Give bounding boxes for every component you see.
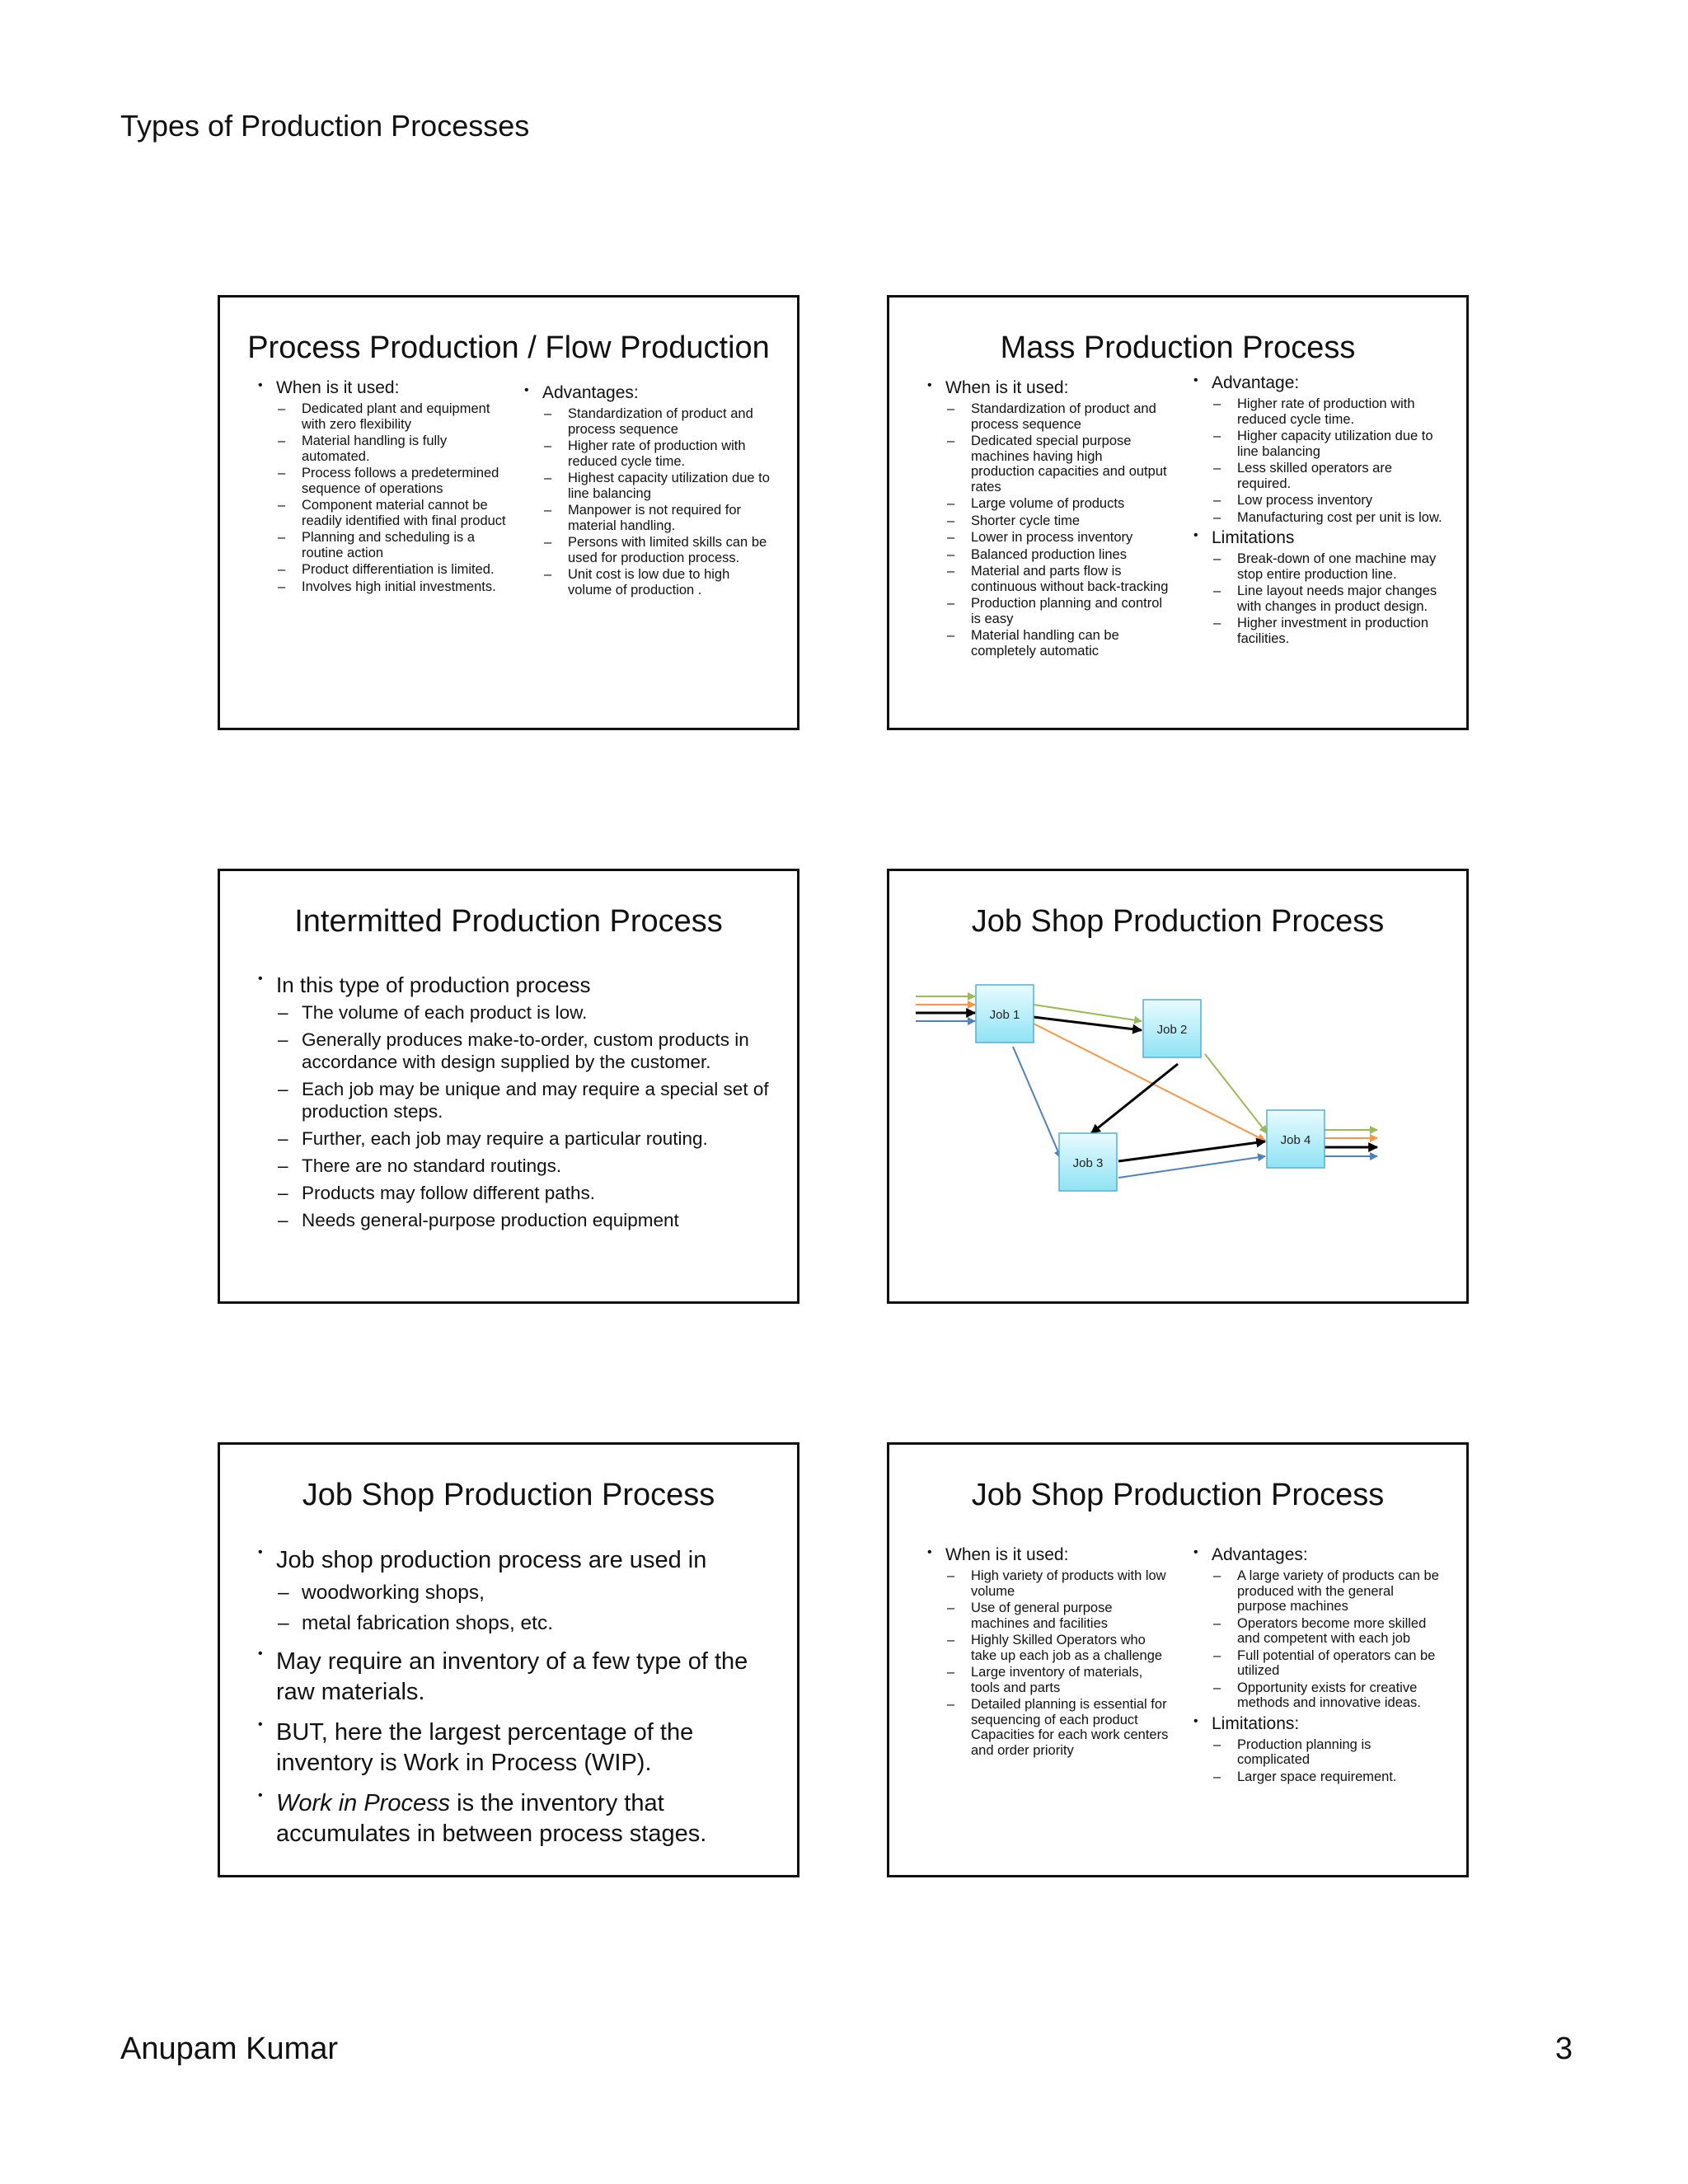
sub-bullet-item: – Low process inventory	[1212, 493, 1444, 509]
page-header-title: Types of Production Processes	[120, 109, 530, 143]
arrow-job3-job4-black	[1118, 1141, 1265, 1161]
bullet-heading: Advantages:	[542, 383, 639, 402]
bullet-heading: May require an inventory of a few type of the raw materials.	[276, 1648, 748, 1705]
bullet-item	[1189, 1714, 1444, 1785]
sub-bullet-item: – Manufacturing cost per unit is low.	[1212, 510, 1444, 526]
sub-bullet-item: – Component material cannot be readily identified with final product	[276, 498, 517, 528]
bullet-item	[922, 1545, 1170, 1758]
sub-bullet-item: – Opportunity exists for creative methods and innovative ideas.	[1212, 1680, 1444, 1711]
sub-bullet-item: – woodworking shops,	[276, 1579, 781, 1606]
sub-bullet-item: – Large volume of products	[945, 496, 1170, 512]
sub-bullet-item: – Large inventory of materials, tools and parts	[945, 1665, 1170, 1695]
sub-bullet-item: – Material and parts flow is continuous without back-tracking	[945, 564, 1170, 594]
italic-term: Work in Process	[276, 1790, 451, 1816]
sub-bullet-list	[1212, 396, 1444, 525]
sub-bullet-item: – Highest capacity utilization due to line balancing	[542, 471, 775, 501]
slide-mass-production	[887, 295, 1469, 730]
slide-right-column	[1189, 373, 1444, 649]
footer-author: Anupam Kumar	[120, 2032, 339, 2066]
sub-bullet-list	[276, 401, 517, 594]
slide-left-column	[253, 378, 517, 598]
sub-bullet-item: – Material handling can be completely automatic	[945, 628, 1170, 658]
bullet-item	[253, 378, 517, 594]
sub-bullet-item: – Highly Skilled Operators who take up each job as a challenge	[945, 1633, 1170, 1663]
bullet-list	[253, 972, 781, 1231]
sub-bullet-item: – Shorter cycle time	[945, 513, 1170, 529]
job-label: Job 4	[1280, 1133, 1311, 1147]
job-box-3	[1059, 1133, 1117, 1191]
sub-bullet-item: – Lower in process inventory	[945, 530, 1170, 546]
bullet-heading: Advantage:	[1212, 373, 1300, 392]
slide-title: Mass Production Process	[1000, 330, 1356, 365]
sub-bullet-item: – There are no standard routings.	[276, 1155, 781, 1177]
footer-page-number: 3	[1554, 2032, 1573, 2066]
arrow-job2-job4-green	[1205, 1054, 1267, 1133]
sub-bullet-item: – Dedicated special purpose machines having high production capacities and output rates	[945, 434, 1170, 494]
sub-bullet-item: – Balanced production lines	[945, 547, 1170, 563]
slide-title: Intermitted Production Process	[294, 904, 723, 939]
job-box-2	[1143, 1000, 1201, 1057]
sub-bullet-item: – Production planning and control is easy	[945, 596, 1170, 626]
slide-job-shop-details	[887, 1442, 1469, 1877]
sub-bullet-item: – Unit cost is low due to high volume of production .	[542, 567, 775, 598]
bullet-list	[253, 378, 517, 594]
sub-bullet-item: – Persons with limited skills can be used for production process.	[542, 535, 775, 565]
sub-bullet-item: – Higher investment in production facilities.	[1212, 616, 1444, 646]
sub-bullet-item: – Further, each job may require a particular routing.	[276, 1127, 781, 1150]
sub-bullet-list	[945, 401, 1170, 658]
sub-bullet-item: – Each job may be unique and may require a special set of production steps.	[276, 1078, 781, 1122]
job-label: Job 1	[989, 1008, 1020, 1022]
slide-job-shop-diagram	[887, 869, 1469, 1304]
sub-bullet-item: – metal fabrication shops, etc.	[276, 1610, 781, 1637]
sub-bullet-item: – Standardization of product and process sequence	[542, 406, 775, 437]
bullet-list	[1189, 1545, 1444, 1784]
bullet-item	[253, 1788, 781, 1849]
slide-title: Job Shop Production Process	[971, 904, 1385, 939]
sub-bullet-item: – Operators become more skilled and competent with each job	[1212, 1616, 1444, 1647]
bullet-heading: Advantages:	[1212, 1545, 1308, 1564]
job-label: Job 2	[1156, 1023, 1188, 1037]
sub-bullet-item: – Detailed planning is essential for sequencing of each product Capacities for each work centers and order priority	[945, 1697, 1170, 1758]
job-flow-diagram	[889, 871, 1466, 1301]
slide-title: Process Production / Flow Production	[247, 330, 770, 365]
bullet-heading-rest: is the inventory that accumulates in between process stages.	[276, 1790, 707, 1847]
bullet-item	[253, 1718, 781, 1779]
sub-bullet-item: – Full potential of operators can be utilized	[1212, 1648, 1444, 1679]
sub-bullet-item: – Line layout needs major changes with changes in product design.	[1212, 583, 1444, 614]
sub-bullet-item: – Manpower is not required for material handling.	[542, 503, 775, 533]
sub-bullet-item: – A large variety of products can be produced with the general purpose machines	[1212, 1568, 1444, 1615]
bullet-item	[253, 972, 781, 1231]
sub-bullet-list	[276, 1001, 781, 1231]
slide-right-column	[519, 383, 775, 601]
slide-title: Job Shop Production Process	[302, 1478, 715, 1512]
bullet-heading: When is it used:	[945, 1545, 1069, 1564]
bullet-heading: When is it used:	[276, 378, 400, 397]
sub-bullet-list	[945, 1568, 1170, 1758]
bullet-item	[922, 378, 1170, 658]
bullet-item	[1189, 1545, 1444, 1711]
sub-bullet-item: – Product differentiation is limited.	[276, 562, 517, 578]
sub-bullet-item: – Higher capacity utilization due to line balancing	[1212, 429, 1444, 459]
sub-bullet-list	[542, 406, 775, 598]
slide-intermitted-production	[218, 869, 799, 1304]
sub-bullet-item: – Production planning is complicated	[1212, 1737, 1444, 1768]
sub-bullet-item: – Needs general-purpose production equipment	[276, 1209, 781, 1231]
sub-bullet-list	[276, 1579, 781, 1637]
bullet-heading: BUT, here the largest percentage of the inventory is Work in Process (WIP).	[276, 1719, 694, 1776]
slide-title: Job Shop Production Process	[971, 1478, 1385, 1512]
bullet-item	[1189, 373, 1444, 525]
sub-bullet-item: – Material handling is fully automated.	[276, 434, 517, 464]
sub-bullet-item: – Products may follow different paths.	[276, 1182, 781, 1204]
bullet-item	[253, 1647, 781, 1708]
sub-bullet-item: – Planning and scheduling is a routine action	[276, 530, 517, 560]
sub-bullet-item: – High variety of products with low volume	[945, 1568, 1170, 1599]
job-box-1	[976, 985, 1034, 1043]
bullet-list	[922, 378, 1170, 658]
slide-job-shop-uses	[218, 1442, 799, 1877]
bullet-list	[519, 383, 775, 598]
sub-bullet-item: – Larger space requirement.	[1212, 1769, 1444, 1785]
sub-bullet-item: – The volume of each product is low.	[276, 1001, 781, 1024]
slide-left-column	[922, 1545, 1170, 1761]
bullet-item	[519, 383, 775, 598]
job-box-4	[1267, 1110, 1325, 1168]
bullet-list	[253, 1545, 781, 1849]
sub-bullet-item: – Generally produces make-to-order, custom products in accordance with design supplied by the customer.	[276, 1029, 781, 1073]
sub-bullet-item: – Process follows a predetermined sequence of operations	[276, 466, 517, 496]
bullet-heading: Limitations:	[1212, 1713, 1300, 1733]
sub-bullet-item: – Higher rate of production with reduced cycle time.	[542, 438, 775, 469]
bullet-list	[1189, 373, 1444, 646]
sub-bullet-list	[1212, 1568, 1444, 1711]
slide-right-column	[1189, 1545, 1444, 1788]
sub-bullet-item: – Use of general purpose machines and facilities	[945, 1601, 1170, 1631]
bullet-item	[253, 1545, 781, 1637]
sub-bullet-item: – Higher rate of production with reduced cycle time.	[1212, 396, 1444, 427]
bullet-heading: In this type of production process	[276, 972, 591, 997]
slide-content	[253, 972, 781, 1236]
sub-bullet-item: – Dedicated plant and equipment with zero flexibility	[276, 401, 517, 432]
sub-bullet-item: – Involves high initial investments.	[276, 579, 517, 595]
bullet-heading	[276, 1790, 706, 1847]
sub-bullet-list	[1212, 551, 1444, 646]
bullet-heading: Job shop production process are used in	[276, 1547, 707, 1573]
job-label: Job 3	[1072, 1156, 1104, 1170]
bullet-item	[1189, 528, 1444, 646]
slide-left-column	[922, 378, 1170, 662]
arrow-job1-job3-blue	[1013, 1047, 1061, 1158]
slide-content	[253, 1545, 781, 1859]
sub-bullet-item: – Standardization of product and process sequence	[945, 401, 1170, 432]
sub-bullet-item: – Break-down of one machine may stop entire production line.	[1212, 551, 1444, 582]
bullet-heading: When is it used:	[945, 378, 1069, 397]
bullet-heading: Limitations	[1212, 528, 1295, 547]
sub-bullet-list	[1212, 1737, 1444, 1785]
sub-bullet-item: – Less skilled operators are required.	[1212, 461, 1444, 491]
bullet-list	[922, 1545, 1170, 1758]
slide-process-production	[218, 295, 799, 730]
